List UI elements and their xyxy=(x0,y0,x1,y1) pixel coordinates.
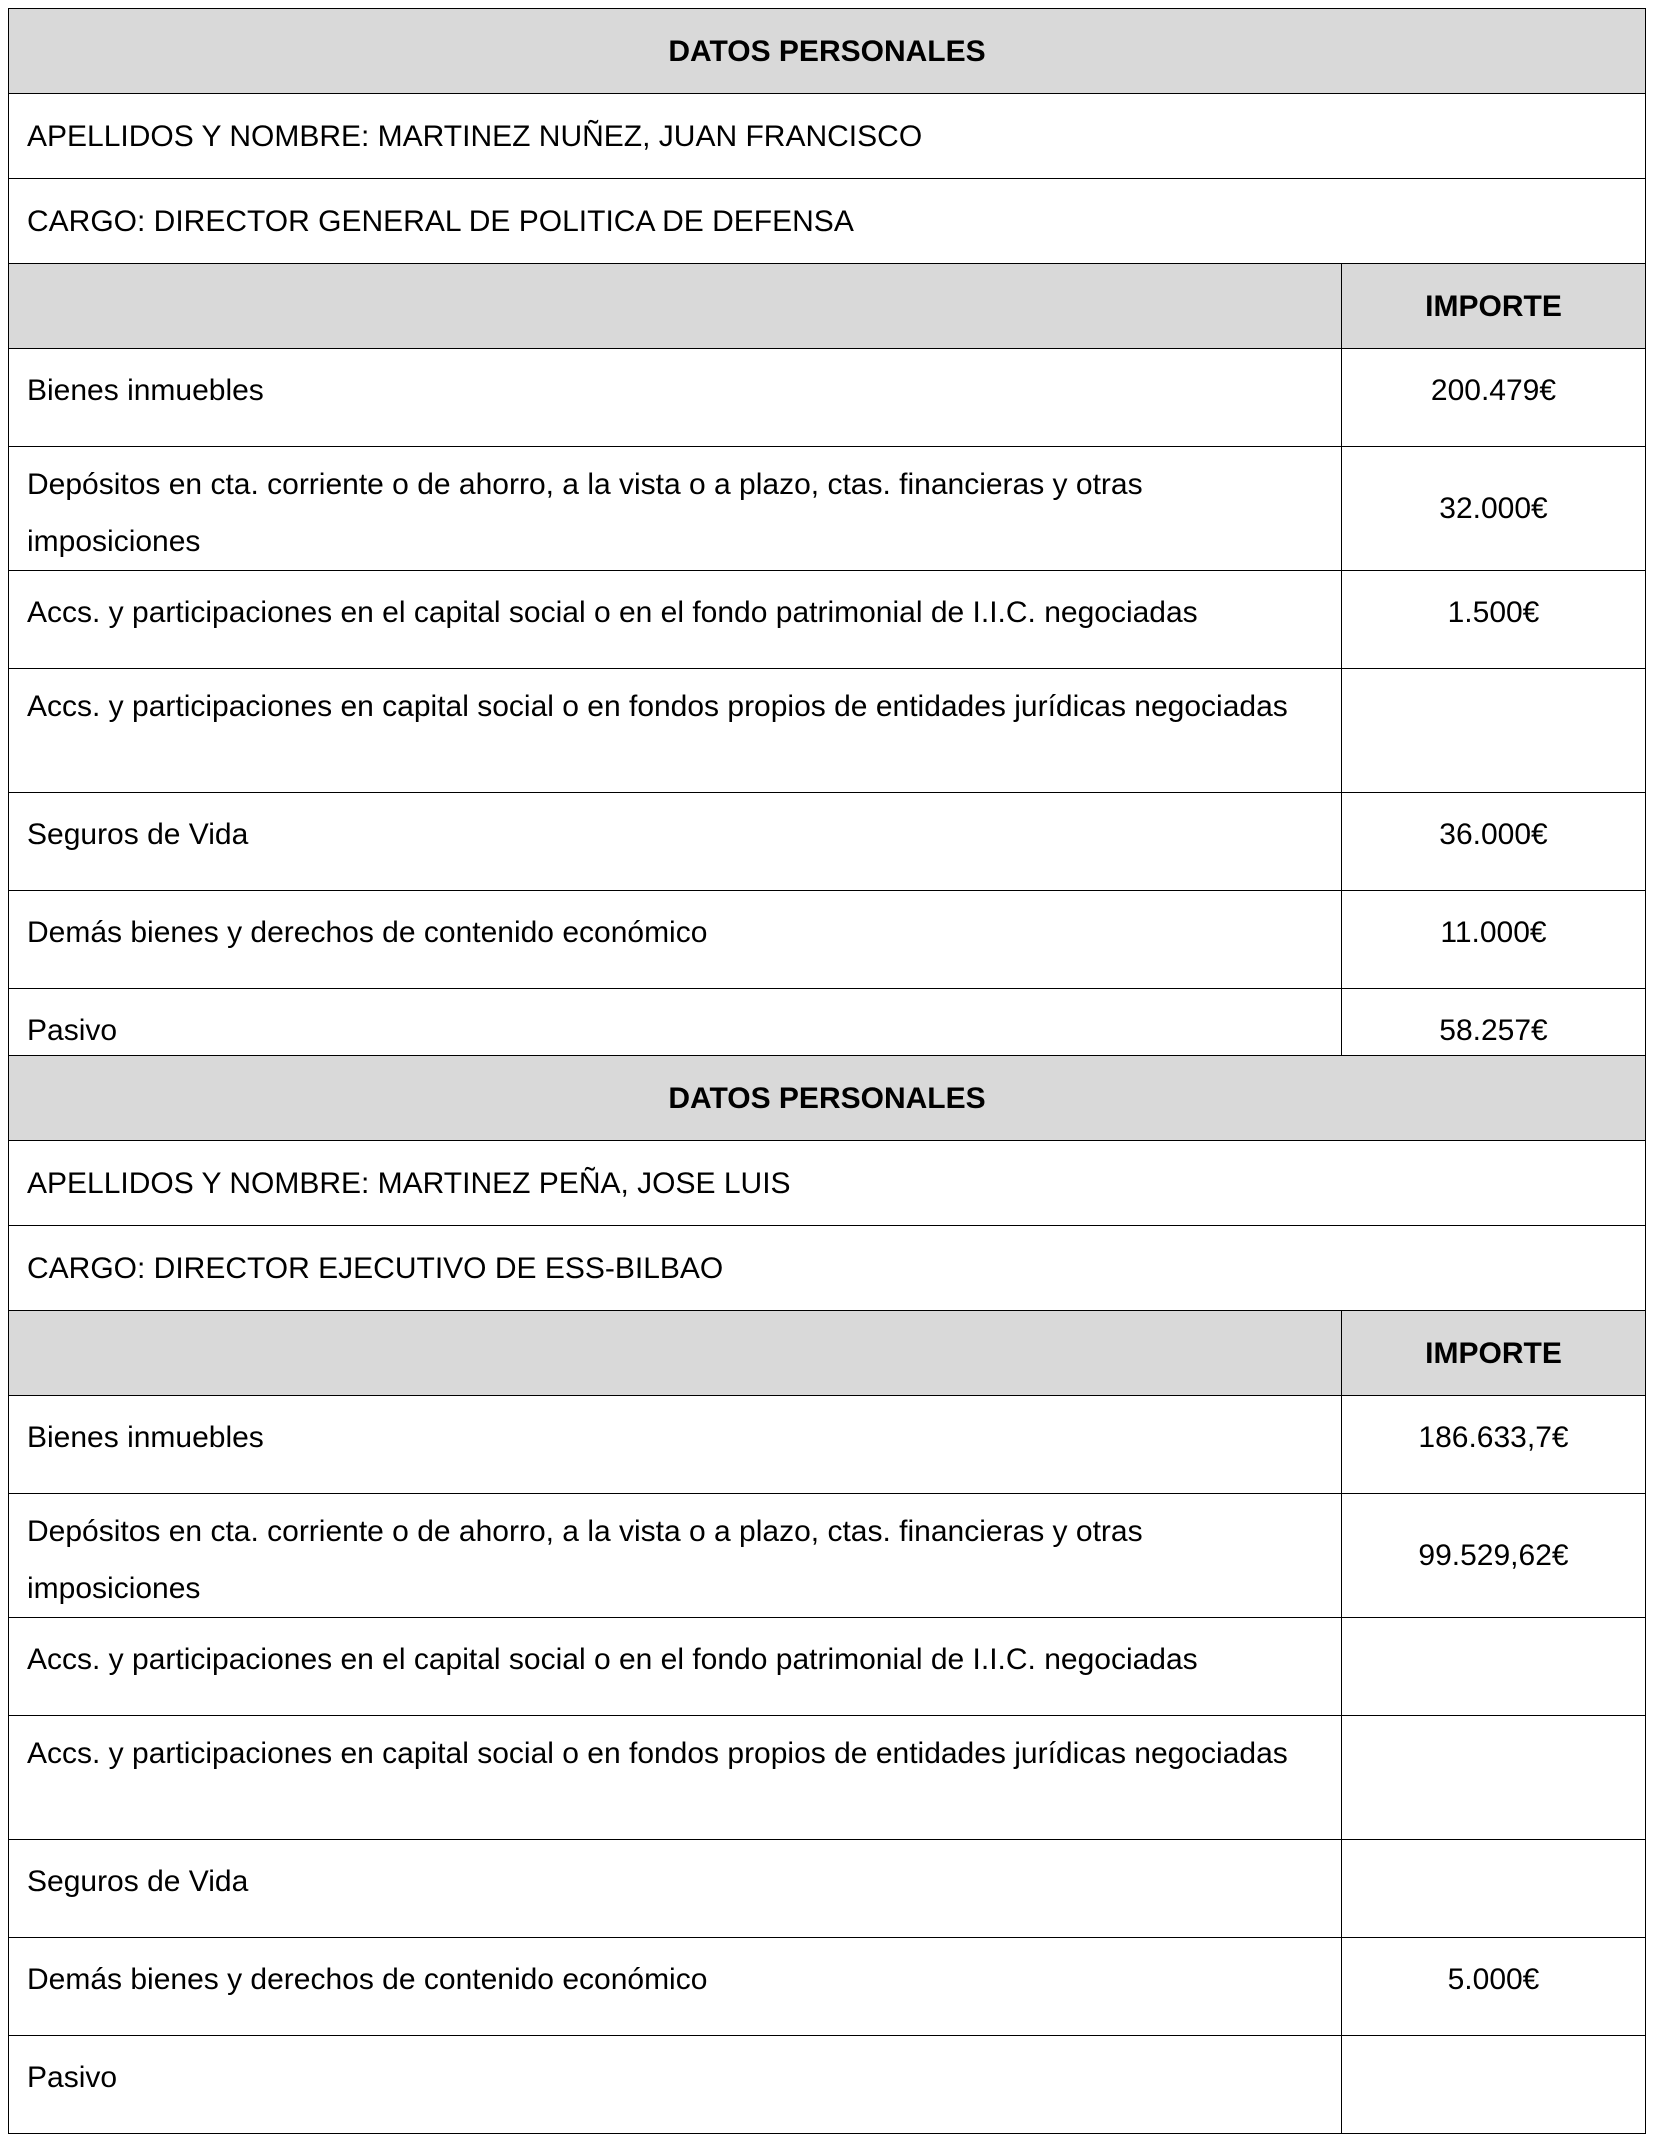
section-title: DATOS PERSONALES xyxy=(9,9,1646,94)
row-value: 58.257€ xyxy=(1342,989,1646,1087)
section-title: DATOS PERSONALES xyxy=(9,1056,1646,1141)
row-value: 32.000€ xyxy=(1342,447,1646,571)
column-header-importe: IMPORTE xyxy=(1342,1311,1646,1396)
row-value: 11.000€ xyxy=(1342,891,1646,989)
name-line: APELLIDOS Y NOMBRE: MARTINEZ NUÑEZ, JUAN FRANCISCO xyxy=(9,94,1646,179)
row-value: 200.479€ xyxy=(1342,349,1646,447)
row-label: Accs. y participaciones en el capital social o en el fondo patrimonial de I.I.C. negociadas xyxy=(9,571,1342,669)
row-label: Accs. y participaciones en capital social o en fondos propios de entidades jurídicas negociadas xyxy=(9,669,1342,793)
row-value xyxy=(1342,1840,1646,1938)
row-value xyxy=(1342,669,1646,793)
row-value xyxy=(1342,1716,1646,1840)
row-label: Demás bienes y derechos de contenido económico xyxy=(9,891,1342,989)
cargo-line: CARGO: DIRECTOR EJECUTIVO DE ESS-BILBAO xyxy=(9,1226,1646,1311)
column-header-empty xyxy=(9,264,1342,349)
row-value: 1.500€ xyxy=(1342,571,1646,669)
row-value: 99.529,62€ xyxy=(1342,1494,1646,1618)
declaration-table-1 xyxy=(8,8,1646,1087)
row-label: Depósitos en cta. corriente o de ahorro, a la vista o a plazo, ctas. financieras y otras imposiciones xyxy=(9,447,1342,571)
row-label: Seguros de Vida xyxy=(9,1840,1342,1938)
row-label: Bienes inmuebles xyxy=(9,349,1342,447)
name-line: APELLIDOS Y NOMBRE: MARTINEZ PEÑA, JOSE LUIS xyxy=(9,1141,1646,1226)
row-value: 36.000€ xyxy=(1342,793,1646,891)
row-label: Accs. y participaciones en el capital social o en el fondo patrimonial de I.I.C. negociadas xyxy=(9,1618,1342,1716)
row-value: 186.633,7€ xyxy=(1342,1396,1646,1494)
row-label: Depósitos en cta. corriente o de ahorro, a la vista o a plazo, ctas. financieras y otras imposiciones xyxy=(9,1494,1342,1618)
row-value: 5.000€ xyxy=(1342,1938,1646,2036)
column-header-importe: IMPORTE xyxy=(1342,264,1646,349)
row-label: Bienes inmuebles xyxy=(9,1396,1342,1494)
row-label: Pasivo xyxy=(9,989,1342,1087)
declaration-table-2 xyxy=(8,1055,1646,2134)
column-header-empty xyxy=(9,1311,1342,1396)
row-value xyxy=(1342,1618,1646,1716)
row-label: Accs. y participaciones en capital social o en fondos propios de entidades jurídicas negociadas xyxy=(9,1716,1342,1840)
cargo-line: CARGO: DIRECTOR GENERAL DE POLITICA DE DEFENSA xyxy=(9,179,1646,264)
row-label: Pasivo xyxy=(9,2036,1342,2134)
row-label: Seguros de Vida xyxy=(9,793,1342,891)
row-label: Demás bienes y derechos de contenido económico xyxy=(9,1938,1342,2036)
row-value xyxy=(1342,2036,1646,2134)
